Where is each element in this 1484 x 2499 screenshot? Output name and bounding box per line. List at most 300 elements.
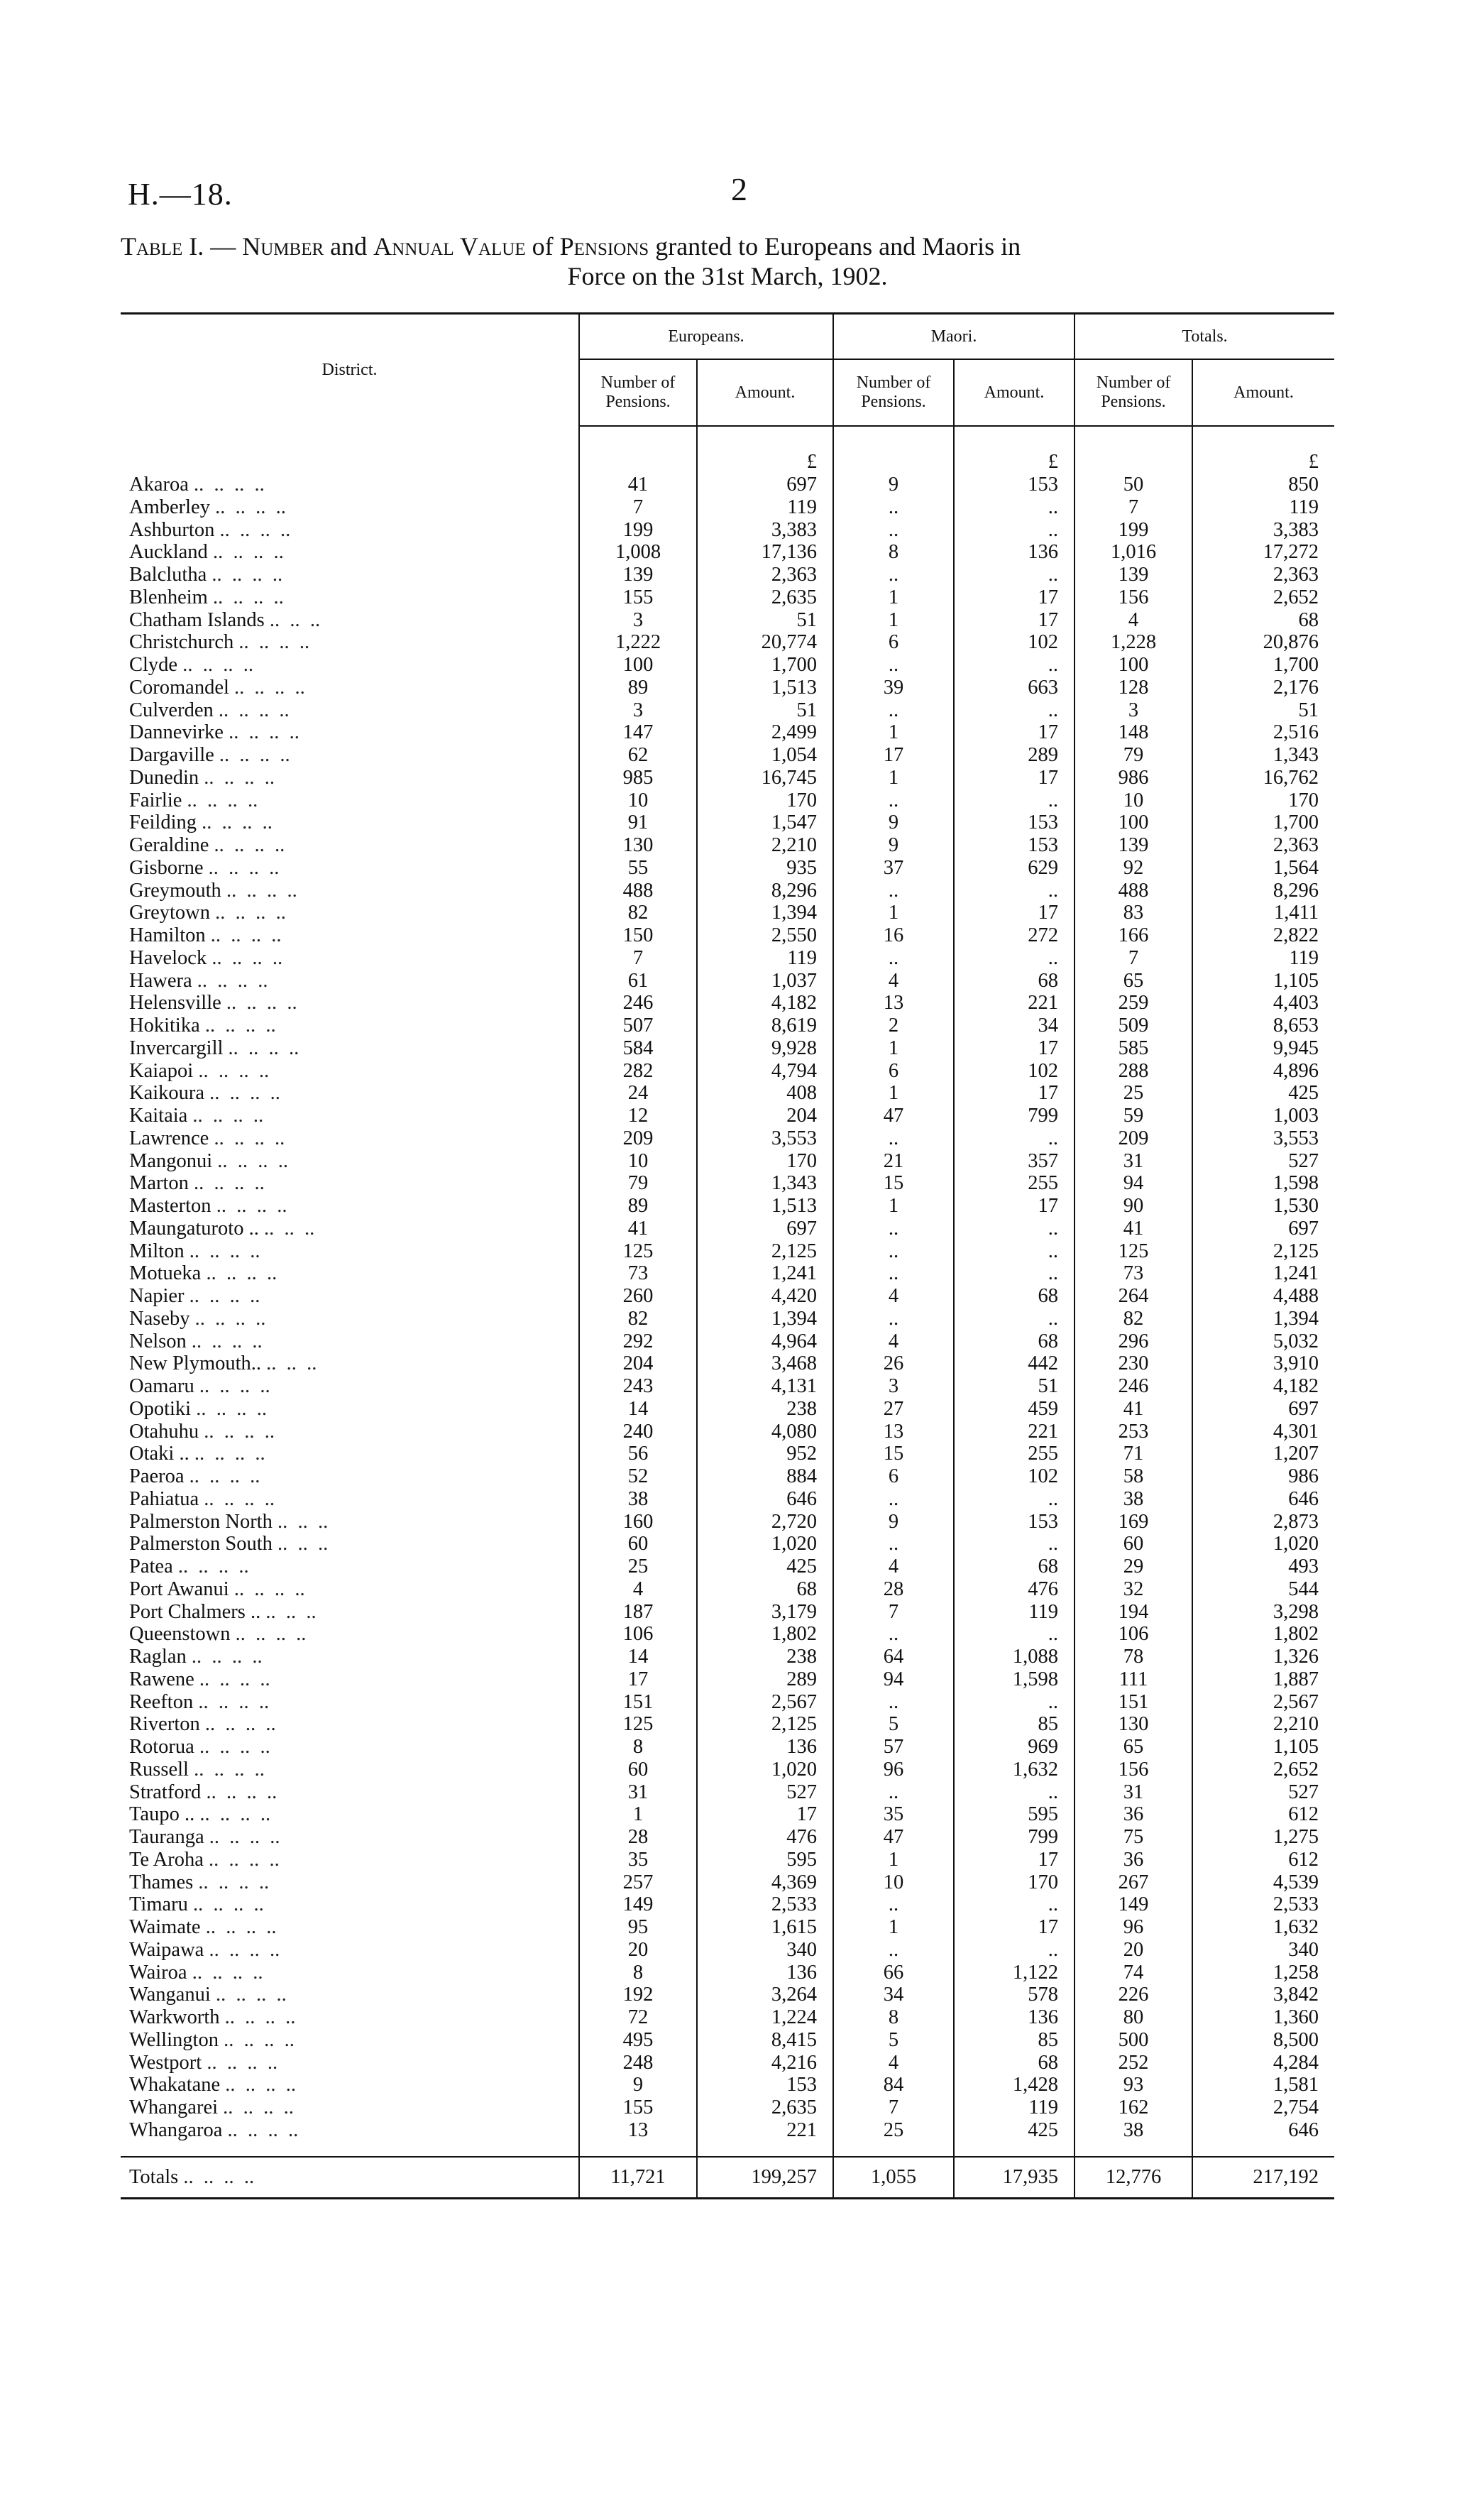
totals-number-cell: 585 [1074, 1037, 1192, 1060]
leader-dots: .. .. .. .. [199, 1736, 270, 1758]
district-cell [121, 474, 579, 496]
totals-number-cell: 264 [1074, 1285, 1192, 1308]
district-name: Helensville [129, 992, 221, 1015]
leader-dots: .. .. .. .. [219, 744, 290, 766]
district-name: Balclutha [129, 564, 207, 586]
table-row [121, 992, 1334, 1015]
district-name: Palmerston South [129, 1533, 273, 1555]
table-row [121, 1443, 1334, 1465]
leader-dots: .. .. .. .. [204, 1487, 275, 1510]
district-name: Mangonui [129, 1149, 213, 1172]
district-name: Rawene [129, 1668, 194, 1690]
europeans-number-cell: 151 [579, 1691, 697, 1714]
maori-number-cell: .. [833, 1127, 954, 1150]
leader-dots: .. .. .. .. [199, 1668, 270, 1690]
europeans-number-cell: 243 [579, 1375, 697, 1398]
district-name: Invercargill [129, 1037, 224, 1059]
totals-amount-cell: 4,403 [1273, 992, 1319, 1015]
europeans-amount-cell: 1,615 [697, 1916, 833, 1939]
district-cell [121, 1871, 579, 1894]
europeans-amount-cell: 2,567 [697, 1691, 833, 1714]
maori-amount-cell: .. [954, 1939, 1074, 1962]
district-name: Kaikoura [129, 1082, 205, 1105]
leader-dots: .. .. .. .. [208, 856, 280, 879]
table-row [121, 1465, 1334, 1488]
maori-number-cell: .. [833, 564, 954, 586]
totals-amount-cell: 2,567 [1273, 1690, 1319, 1713]
totals-number-cell: 509 [1074, 1015, 1192, 1037]
maori-amount-cell: 136 [954, 541, 1074, 564]
table-row [121, 744, 1334, 767]
maori-amount-cell: 663 [954, 677, 1074, 699]
title-word-and: and [324, 232, 374, 261]
totals-number-cell: 7 [1074, 496, 1192, 519]
leader-dots: .. .. .. .. [219, 518, 291, 541]
totals-amount-cell: 17,272 [1263, 541, 1319, 564]
leader-dots: .. .. .. [265, 1600, 317, 1623]
maori-number-cell: 3 [833, 1375, 954, 1398]
leader-dots: .. .. .. .. [187, 789, 258, 811]
totals-amount-cell: 612 [1288, 1803, 1319, 1826]
table-row [121, 1893, 1334, 1916]
maori-number-cell: 17 [833, 744, 954, 767]
table-row [121, 1646, 1334, 1668]
district-cell [121, 519, 579, 542]
europeans-number-cell: 62 [579, 744, 697, 767]
maori-amount-cell: 969 [954, 1736, 1074, 1759]
district-name: Waipawa [129, 1938, 204, 1961]
europeans-number-cell: 82 [579, 902, 697, 924]
maori-amount-cell: 153 [954, 474, 1074, 496]
europeans-amount-cell: 1,343 [697, 1172, 833, 1195]
district-cell [121, 2157, 579, 2199]
totals-amount-cell: 4,182 [1273, 1375, 1319, 1397]
totals-number-cell: 65 [1074, 1736, 1192, 1759]
district-name: Hamilton [129, 924, 206, 946]
totals-amount-cell: 4,284 [1273, 2051, 1319, 2074]
maori-amount-cell: 578 [954, 1984, 1074, 2006]
totals-number-cell: 83 [1074, 902, 1192, 924]
europeans-amount-cell: 1,037 [697, 970, 833, 993]
europeans-number-cell: 12 [579, 1105, 697, 1127]
totals-number-cell: 488 [1074, 880, 1192, 902]
leader-dots: .. .. .. .. [235, 1623, 307, 1646]
maori-amount-cell: .. [954, 789, 1074, 812]
maori-number-cell: 1 [833, 721, 954, 744]
table-row [121, 654, 1334, 677]
maori-amount-cell: 68 [954, 1285, 1074, 1308]
maori-number-cell: 96 [833, 1759, 954, 1781]
leader-dots: .. .. .. .. [189, 1465, 260, 1487]
district-cell [121, 1398, 579, 1421]
europeans-number-cell: 55 [579, 857, 697, 880]
europeans-number-cell: 248 [579, 2052, 697, 2074]
totals-amount-cell: 3,553 [1273, 1127, 1319, 1149]
totals-amount-cell: 3,842 [1273, 1984, 1319, 2006]
maori-number-cell: 66 [833, 1962, 954, 1984]
europeans-amount-cell: 1,020 [697, 1759, 833, 1781]
maori-number-cell: 4 [833, 1555, 954, 1578]
totals-amount-cell: 2,125 [1273, 1240, 1319, 1262]
table-row [121, 767, 1334, 789]
district-name: Lawrence [129, 1127, 209, 1149]
europeans-number-cell: 4 [579, 1578, 697, 1601]
leader-dots: .. .. .. .. [225, 2074, 297, 2096]
district-name: Russell [129, 1758, 189, 1781]
europeans-amount-cell: 1,802 [697, 1623, 833, 1646]
table-row [121, 1781, 1334, 1804]
leader-dots: .. .. .. .. [212, 541, 284, 564]
europeans-number-cell: 139 [579, 564, 697, 586]
europeans-amount-cell: 646 [697, 1488, 833, 1511]
totals-number-cell: 50 [1074, 474, 1192, 496]
europeans-number-cell: 31 [579, 1781, 697, 1804]
europeans-number-cell: 95 [579, 1916, 697, 1939]
maori-number-cell: 1,055 [833, 2157, 954, 2199]
totals-number-cell: 32 [1074, 1578, 1192, 1601]
maori-amount-cell: 255 [954, 1443, 1074, 1465]
europeans-number-cell: 1,222 [579, 631, 697, 654]
europeans-amount-cell: 51 [697, 609, 833, 632]
totals-amount-cell: 119 [1289, 496, 1319, 518]
maori-number-cell: 4 [833, 1330, 954, 1353]
maori-amount-cell: .. [954, 1240, 1074, 1263]
europeans-amount-cell: 3,383 [697, 519, 833, 542]
district-name: New Plymouth.. [129, 1352, 262, 1375]
district-cell [121, 631, 579, 654]
leader-dots: .. .. .. .. [194, 1307, 266, 1330]
europeans-amount-cell: 2,635 [697, 586, 833, 609]
totals-number-cell: 139 [1074, 834, 1192, 857]
district-name: Ashburton [129, 518, 215, 541]
maori-number-cell: .. [833, 496, 954, 519]
table-row [121, 1240, 1334, 1263]
europeans-number-cell: 38 [579, 1488, 697, 1511]
maori-number-cell: 15 [833, 1172, 954, 1195]
totals-number-cell: 10 [1074, 789, 1192, 812]
district-name: Otaki .. [129, 1443, 189, 1465]
maori-amount-cell: 153 [954, 1511, 1074, 1533]
europeans-amount-cell: 4,420 [697, 1285, 833, 1308]
europeans-amount-cell: 238 [697, 1398, 833, 1421]
district-name: Culverden [129, 699, 214, 721]
maori-number-cell: 1 [833, 609, 954, 632]
table-row [121, 1803, 1334, 1826]
europeans-number-cell: 60 [579, 1759, 697, 1781]
totals-number-cell: 100 [1074, 654, 1192, 677]
maori-number-cell: 7 [833, 1601, 954, 1624]
table-row [121, 1555, 1334, 1578]
table-row [121, 496, 1334, 519]
district-name: Havelock [129, 946, 207, 969]
totals-number-cell: 90 [1074, 1195, 1192, 1218]
totals-amount-cell: 527 [1288, 1781, 1319, 1803]
district-cell [121, 1082, 579, 1105]
totals-number-cell: 75 [1074, 1826, 1192, 1849]
table-row [121, 1849, 1334, 1871]
maori-number-cell: 57 [833, 1736, 954, 1759]
maori-amount-cell: 17 [954, 1916, 1074, 1939]
leader-dots: .. .. .. .. [211, 946, 283, 969]
district-cell [121, 1262, 579, 1285]
table-row [121, 1533, 1334, 1555]
table-row [121, 1352, 1334, 1375]
europeans-number-cell: 155 [579, 2096, 697, 2119]
district-cell [121, 1533, 579, 1555]
leader-dots: .. .. .. [263, 1217, 315, 1240]
maori-amount-cell: .. [954, 1623, 1074, 1646]
table-label: Table I. [121, 232, 204, 261]
maori-amount-cell: .. [954, 1488, 1074, 1511]
europeans-number-cell: 41 [579, 474, 697, 496]
europeans-amount-cell: 4,182 [697, 992, 833, 1015]
maori-number-cell: 8 [833, 541, 954, 564]
maori-amount-cell: 595 [954, 1803, 1074, 1826]
europeans-number-cell: 100 [579, 654, 697, 677]
europeans-amount-cell: 4,080 [697, 1421, 833, 1443]
totals-currency-symbol: £ [1308, 451, 1319, 474]
europeans-number-cell: 9 [579, 2074, 697, 2096]
maori-number-cell: 1 [833, 767, 954, 789]
district-cell [121, 654, 579, 677]
europeans-amount-cell: 2,125 [697, 1240, 833, 1263]
maori-number-cell: .. [833, 789, 954, 812]
district-cell [121, 1803, 579, 1826]
district-cell [121, 1308, 579, 1330]
maori-amount-cell: 442 [954, 1352, 1074, 1375]
leader-dots: .. .. .. .. [214, 834, 285, 856]
totals-amount-cell: 1,360 [1273, 2006, 1319, 2028]
district-cell [121, 834, 579, 857]
table-body [121, 426, 1334, 2198]
maori-number-cell: .. [833, 1781, 954, 1804]
europeans-number-cell: 187 [579, 1601, 697, 1624]
totals-amount-cell: 51 [1298, 699, 1319, 721]
maori-amount-cell: 17 [954, 609, 1074, 632]
europeans-amount-cell: 119 [697, 496, 833, 519]
totals-amount-cell: 2,363 [1273, 834, 1319, 856]
maori-amount-cell: 153 [954, 834, 1074, 857]
district-name: Maungaturoto .. [129, 1217, 259, 1240]
totals-number-cell: 41 [1074, 1398, 1192, 1421]
europeans-amount-cell: 2,533 [697, 1893, 833, 1916]
leader-dots: .. .. .. .. [226, 992, 297, 1015]
district-name: Gisborne [129, 856, 204, 879]
table-row [121, 1015, 1334, 1037]
district-cell [121, 586, 579, 609]
totals-amount-cell: 2,363 [1273, 564, 1319, 586]
maori-amount-cell: 68 [954, 970, 1074, 993]
table-row [121, 564, 1334, 586]
maori-number-cell: 13 [833, 1421, 954, 1443]
europeans-number-cell: 10 [579, 789, 697, 812]
europeans-number-cell: 1 [579, 1803, 697, 1826]
totals-number-cell: 162 [1074, 2096, 1192, 2119]
maori-amount-cell: 1,632 [954, 1759, 1074, 1781]
district-cell [121, 970, 579, 993]
totals-number-cell: 25 [1074, 1082, 1192, 1105]
maori-number-cell: 94 [833, 1668, 954, 1691]
maori-amount-cell: 799 [954, 1105, 1074, 1127]
europeans-number-cell: 1,008 [579, 541, 697, 564]
europeans-number-cell: 79 [579, 1172, 697, 1195]
table-row [121, 880, 1334, 902]
maori-amount-cell: .. [954, 564, 1074, 586]
europeans-amount-cell: 1,020 [697, 1533, 833, 1555]
europeans-amount-cell: 935 [697, 857, 833, 880]
europeans-number-cell: 150 [579, 924, 697, 947]
totals-number-cell: 58 [1074, 1465, 1192, 1488]
district-name: Reefton [129, 1690, 194, 1713]
totals-amount-cell: 68 [1298, 608, 1319, 631]
district-cell [121, 1668, 579, 1691]
table-row [121, 519, 1334, 542]
totals-amount-cell: 1,887 [1273, 1668, 1319, 1690]
totals-amount-cell: 1,275 [1273, 1826, 1319, 1848]
totals-amount-cell: 3,910 [1273, 1352, 1319, 1375]
europeans-number-cell: 89 [579, 1195, 697, 1218]
leader-dots: .. .. .. .. [193, 1893, 264, 1916]
totals-amount-cell: 1,105 [1273, 969, 1319, 992]
leader-dots: .. .. .. .. [206, 1262, 277, 1285]
leader-dots: .. .. .. .. [206, 1781, 277, 1803]
maori-number-cell: 16 [833, 924, 954, 947]
maori-number-cell: 9 [833, 1511, 954, 1533]
maori-amount-cell: 221 [954, 992, 1074, 1015]
europeans-number-cell: 60 [579, 1533, 697, 1555]
table-row [121, 1150, 1334, 1173]
district-cell [121, 1939, 579, 1962]
district-name: Akaroa [129, 474, 189, 496]
totals-number-cell: 36 [1074, 1849, 1192, 1871]
leader-dots: .. .. .. [266, 1352, 317, 1375]
totals-number-cell: 94 [1074, 1172, 1192, 1195]
maori-amount-cell: 17 [954, 1195, 1074, 1218]
europeans-amount-cell: 1,394 [697, 1308, 833, 1330]
totals-number-cell: 79 [1074, 744, 1192, 767]
title-dash: — [204, 232, 243, 261]
district-name: Tauranga [129, 1826, 204, 1848]
totals-amount-cell: 527 [1288, 1149, 1319, 1172]
district-cell [121, 677, 579, 699]
district-name: Amberley [129, 496, 210, 518]
district-cell [121, 1465, 579, 1488]
maori-amount-cell: 476 [954, 1578, 1074, 1601]
totals-amount-cell: 3,298 [1273, 1600, 1319, 1623]
totals-number-cell: 130 [1074, 1713, 1192, 1736]
district-name: Napier [129, 1285, 185, 1307]
europeans-amount-cell: 119 [697, 947, 833, 970]
table-row [121, 1218, 1334, 1240]
maori-amount-cell: 17,935 [954, 2157, 1074, 2199]
maori-amount-cell: 68 [954, 2052, 1074, 2074]
maori-amount-cell: 629 [954, 857, 1074, 880]
leader-dots: .. .. .. .. [189, 1285, 260, 1307]
leader-dots: .. .. .. .. [215, 496, 286, 518]
district-name: Oamaru [129, 1375, 194, 1397]
district-cell [121, 564, 579, 586]
europeans-amount-cell: 952 [697, 1443, 833, 1465]
totals-number-cell: 100 [1074, 811, 1192, 834]
table-row [121, 2074, 1334, 2096]
page-number: 2 [731, 171, 747, 207]
europeans-amount-cell: 3,264 [697, 1984, 833, 2006]
europeans-number-cell: 160 [579, 1511, 697, 1533]
leader-dots: .. .. .. .. [191, 1330, 263, 1352]
europeans-number-cell: 155 [579, 586, 697, 609]
table-row [121, 1398, 1334, 1421]
maori-amount-cell: 17 [954, 586, 1074, 609]
totals-amount-cell: 1,003 [1273, 1105, 1319, 1127]
totals-amount-cell: 16,762 [1263, 766, 1319, 789]
district-name: Dannevirke [129, 721, 224, 744]
europeans-number-cell: 10 [579, 1150, 697, 1173]
table-row [121, 970, 1334, 993]
totals-amount-cell: 2,822 [1273, 924, 1319, 946]
district-name: Patea [129, 1555, 173, 1577]
europeans-amount-cell: 1,700 [697, 654, 833, 677]
leader-dots: .. .. .. .. [226, 879, 297, 902]
leader-dots: .. .. .. .. [196, 1397, 267, 1420]
leader-dots: .. .. .. .. [207, 2051, 278, 2074]
district-cell [121, 1736, 579, 1759]
europeans-amount-cell: 136 [697, 1962, 833, 1984]
maori-amount-cell: 425 [954, 2119, 1074, 2142]
maori-amount-cell: 357 [954, 1150, 1074, 1173]
district-name: Thames [129, 1871, 194, 1893]
maori-currency-symbol: £ [954, 445, 1074, 474]
district-name: Opotiki [129, 1397, 192, 1420]
table-row [121, 1285, 1334, 1308]
table-row [121, 1691, 1334, 1714]
maori-amount-cell: 289 [954, 744, 1074, 767]
district-cell [121, 2029, 579, 2052]
leader-dots: .. .. .. .. [194, 1172, 265, 1195]
totals-amount-cell: 1,700 [1273, 811, 1319, 834]
maori-amount-cell: .. [954, 1127, 1074, 1150]
maori-amount-cell: 85 [954, 2029, 1074, 2052]
maori-number-cell: 4 [833, 1285, 954, 1308]
district-name: Palmerston North [129, 1510, 273, 1533]
europeans-number-cell: 13 [579, 2119, 697, 2142]
district-cell [121, 1375, 579, 1398]
district-cell [121, 992, 579, 1015]
table-row [121, 1488, 1334, 1511]
totals-amount-cell: 1,343 [1273, 744, 1319, 766]
title-line-2: Force on the 31st March, 1902. [567, 262, 888, 290]
leader-dots: .. .. .. .. [192, 1105, 264, 1127]
europeans-number-cell: 41 [579, 1218, 697, 1240]
table-row [121, 1759, 1334, 1781]
district-name: Riverton [129, 1713, 200, 1736]
district-cell [121, 1601, 579, 1624]
europeans-amount-cell: 2,550 [697, 924, 833, 947]
europeans-amount-cell: 2,125 [697, 1713, 833, 1736]
totals-amount-cell: 2,210 [1273, 1713, 1319, 1736]
leader-dots: .. .. .. .. [229, 721, 299, 744]
table-row [121, 1082, 1334, 1105]
district-cell [121, 1759, 579, 1781]
totals-amount-cell: 646 [1288, 2118, 1319, 2141]
europeans-amount-cell: 340 [697, 1939, 833, 1962]
europeans-number-cell: 204 [579, 1352, 697, 1375]
totals-amount-cell: 1,700 [1273, 654, 1319, 676]
district-cell [121, 1962, 579, 1984]
europeans-amount-cell: 1,394 [697, 902, 833, 924]
district-cell [121, 2052, 579, 2074]
title-word-pensions: Pensions [559, 232, 649, 261]
leader-dots: .. .. .. .. [194, 1758, 265, 1781]
